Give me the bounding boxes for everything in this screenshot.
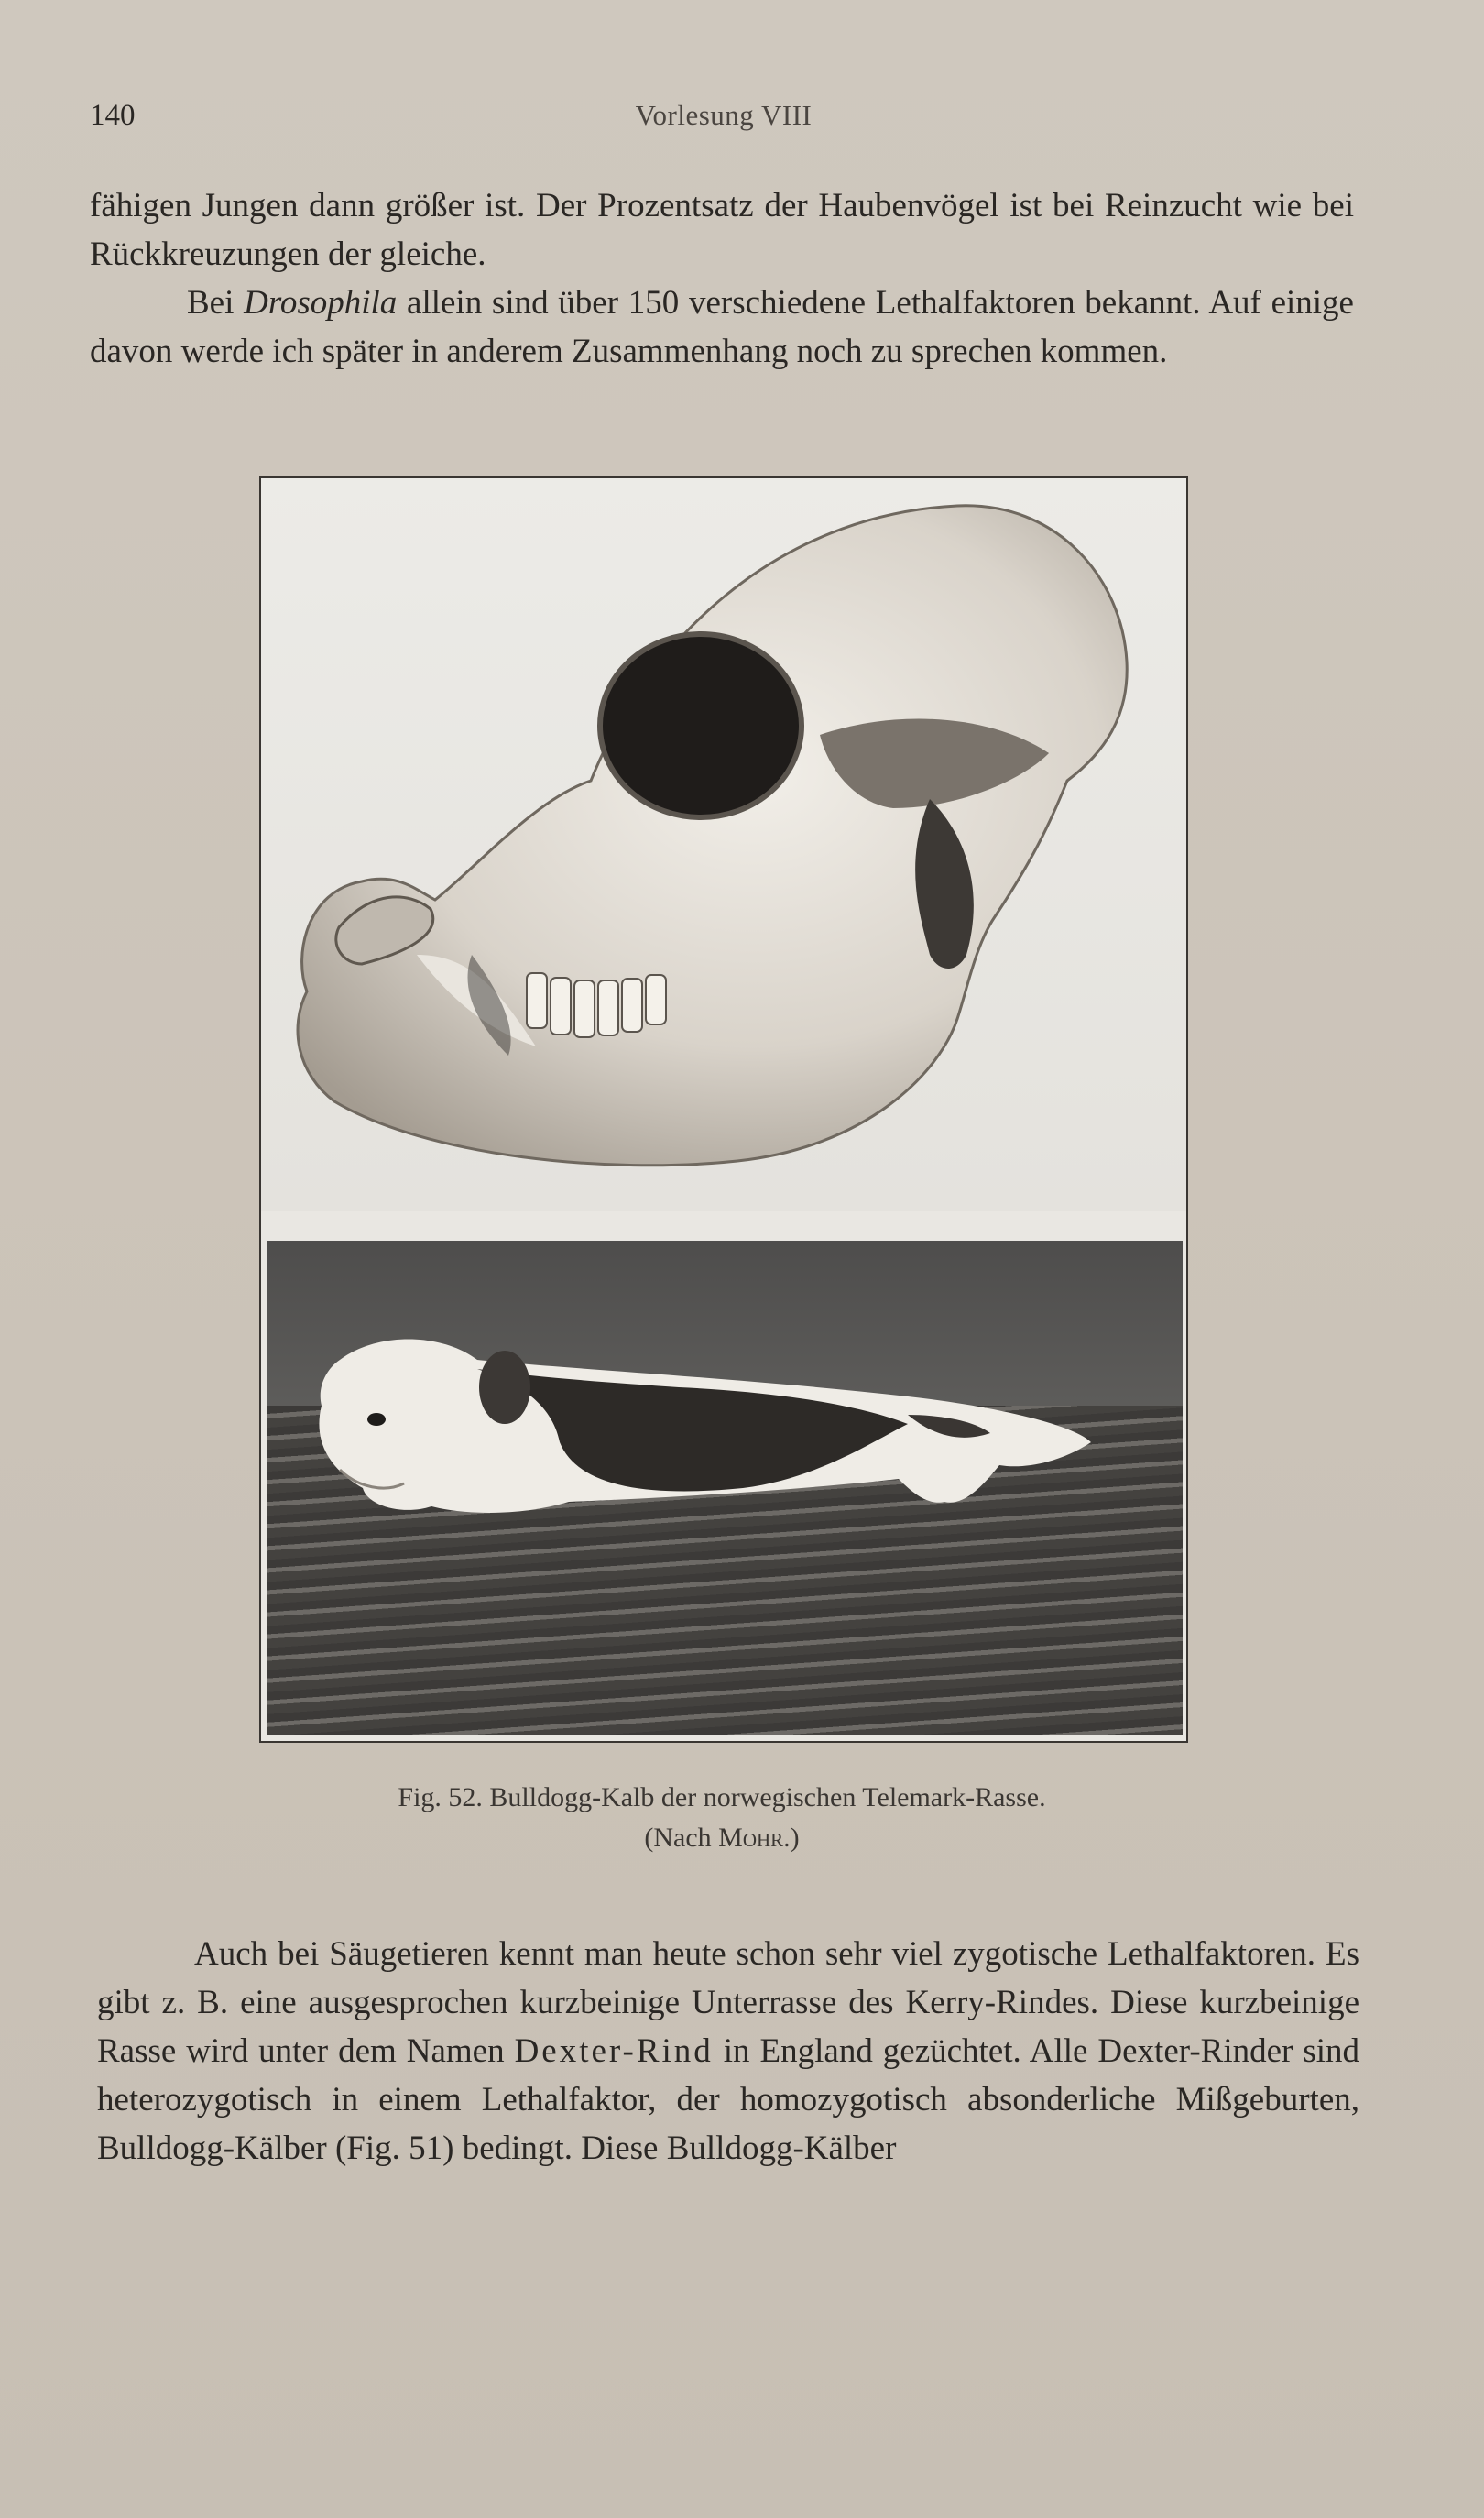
species-name: Drosophila <box>244 284 398 322</box>
paragraph-1: fähigen Jungen dann größer ist. Der Prozentsatz der Haubenvögel ist bei Reinzucht wie bei Rückkreuzungen der gleiche. <box>90 187 1354 273</box>
calf-illustration <box>267 1241 1183 1735</box>
caption-line-1: Fig. 52. Bulldogg-Kalb der norwegischen Telemark-Rasse. <box>398 1782 1046 1812</box>
figure-52 <box>259 476 1188 1743</box>
page-number: 140 <box>90 99 136 132</box>
paragraph-2-start: Bei <box>187 284 245 322</box>
running-header <box>90 99 1358 139</box>
caption-line-2 <box>259 1818 1184 1858</box>
paragraph-3-start: Auch bei Säugetieren kennt man heute schon sehr viel zygotische Lethalfaktoren. Es gibt z. B. eine ausgesprochen kurzbeinige Unterrasse des Kerry-Rindes. Diese kurzbeinige Rasse wird unter dem Namen <box>97 1935 1359 2070</box>
skull-photo <box>261 478 1186 1211</box>
paragraph-3-rest: in England gezüchtet. Alle Dexter-Rinder sind heterozygotisch in einem Lethalfaktor, der homozygotisch absonderliche Mißgeburten, Bulldogg-Kälber (Fig. 51) bedingt. Diese Bulldogg-Kälber <box>97 2032 1359 2167</box>
skull-illustration <box>261 478 1186 1211</box>
paragraph-2-rest: allein sind über 150 verschiedene Lethalfaktoren bekannt. Auf einige davon werde ich später in anderem Zusammenhang noch zu sprechen kommen. <box>90 284 1354 370</box>
running-title: Vorlesung VIII <box>635 99 813 131</box>
caption-source-suffix: ) <box>790 1823 800 1853</box>
breed-name: Dexter-Rind <box>514 2032 714 2070</box>
paragraph-2 <box>90 279 1354 376</box>
text-block-top <box>90 181 1354 376</box>
text-block-bottom <box>97 1930 1359 2173</box>
calf-photo <box>267 1241 1183 1735</box>
figure-caption <box>259 1778 1184 1858</box>
paragraph-3 <box>97 1930 1359 2173</box>
caption-author: Mohr. <box>718 1823 791 1853</box>
caption-source-prefix: (Nach <box>644 1823 719 1853</box>
